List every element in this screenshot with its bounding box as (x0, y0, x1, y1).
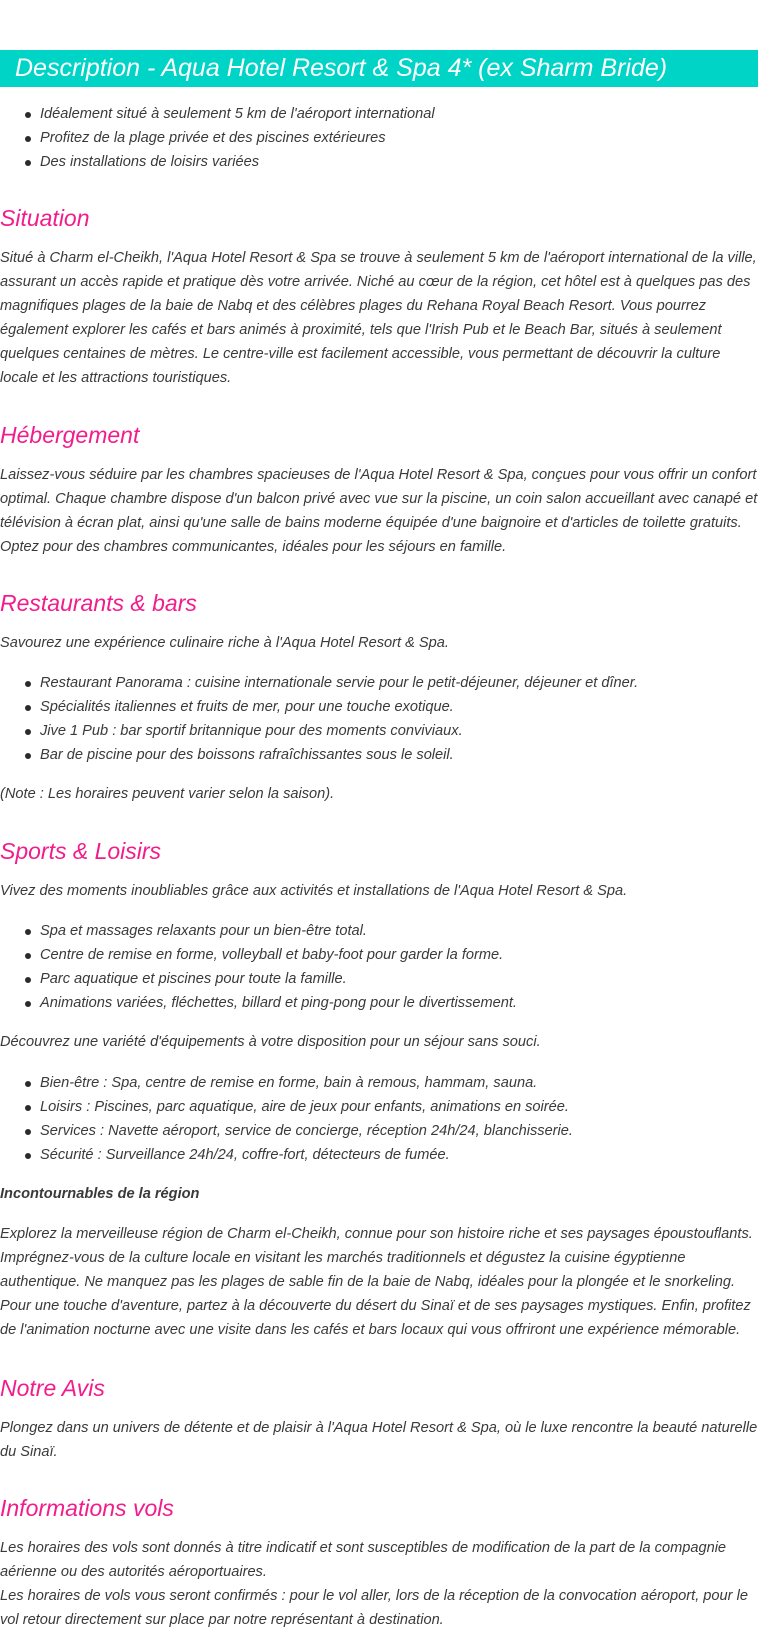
bullet-icon (25, 1081, 31, 1087)
bullet-icon (25, 705, 31, 711)
list-item: Spa et massages relaxants pour un bien-être total. (0, 919, 758, 943)
bullet-icon (25, 729, 31, 735)
bullet-icon (25, 681, 31, 687)
bullet-icon (25, 1001, 31, 1007)
list-item: Restaurant Panorama : cuisine internationale servie pour le petit-déjeuner, déjeuner et dîner. (0, 671, 758, 695)
bullet-icon (25, 160, 31, 166)
list-item: Parc aquatique et piscines pour toute la famille. (0, 967, 758, 991)
bullet-icon (25, 977, 31, 983)
vols-heading: Informations vols (0, 1495, 174, 1521)
list-item: Jive 1 Pub : bar sportif britannique pour des moments conviviaux. (0, 719, 758, 743)
bullet-icon (25, 136, 31, 142)
situation-heading: Situation (0, 205, 90, 231)
avis-heading: Notre Avis (0, 1375, 105, 1401)
bullet-icon (25, 929, 31, 935)
list-item: Animations variées, fléchettes, billard et ping-pong pour le divertissement. (0, 991, 758, 1015)
page-title: Description - Aqua Hotel Resort & Spa 4* (ex Sharm Bride) (0, 50, 758, 87)
situation-text: Situé à Charm el-Cheikh, l'Aqua Hotel Resort & Spa se trouve à seulement 5 km de l'aéroport international de la ville, assurant un accès rapide et pratique dès votre arrivée. Niché au cœur de la région, cet hôtel est à quelques pas des magnifiques plages de la baie de Nabq et des célèbres plages du Rehana Royal Beach Resort. Vous pourrez également explorer les cafés et bars animés à proximité, tels que l'Irish Pub et le Beach Bar, situés à seulement quelques centaines de mètres. Le centre-ville est facilement accessible, vous permettant de découvrir la culture locale et les attractions touristiques. (0, 250, 757, 386)
bullet-icon (25, 753, 31, 759)
list-item: Centre de remise en forme, volleyball et baby-foot pour garder la forme. (0, 943, 758, 967)
sports-list (0, 919, 758, 1015)
sports-heading: Sports & Loisirs (0, 838, 162, 864)
vols-text-1: Les horaires des vols sont donnés à titre indicatif et sont susceptibles de modification de la part de la compagnie aérienne ou des autorités aéroportuaires. (0, 1540, 727, 1580)
avis-text: Plongez dans un univers de détente et de plaisir à l'Aqua Hotel Resort & Spa, où le luxe rencontre la beauté naturelle du Sinaï. (0, 1420, 758, 1460)
equipment-intro: Découvrez une variété d'équipements à votre disposition pour un séjour sans souci. (0, 1034, 541, 1050)
list-item: Des installations de loisirs variées (0, 150, 758, 174)
must-see-heading: Incontournables de la région (0, 1186, 200, 1202)
must-see-text: Explorez la merveilleuse région de Charm el-Cheikh, connue pour son histoire riche et ses paysages époustouflants. Imprégnez-vous de la culture locale en visitant les marchés traditionnels et dégustez la cuisine égyptienne authentique. Ne manquez pas les plages de sable fin de la baie de Nabq, idéales pour la plongée et le snorkeling. Pour une touche d'aventure, partez à la découverte du désert du Sinaï et de ses paysages mystiques. Enfin, profitez de l'animation nocturne avec une visite dans les cafés et bars locaux qui vous offriront une expérience mémorable. (0, 1226, 753, 1338)
list-item: Bien-être : Spa, centre de remise en forme, bain à remous, hammam, sauna. (0, 1071, 758, 1095)
equipment-list (0, 1071, 758, 1167)
list-item: Loisirs : Piscines, parc aquatique, aire de jeux pour enfants, animations en soirée. (0, 1095, 758, 1119)
highlights-list (0, 102, 758, 174)
bullet-icon (25, 1129, 31, 1135)
bullet-icon (25, 1105, 31, 1111)
restaurants-heading: Restaurants & bars (0, 590, 197, 616)
bullet-icon (25, 112, 31, 118)
list-item: Sécurité : Surveillance 24h/24, coffre-fort, détecteurs de fumée. (0, 1143, 758, 1167)
vols-text-2: Les horaires de vols vous seront confirmés : pour le vol aller, lors de la réception de la convocation aéroport, pour le vol retour directement sur place par notre représentant à destination. (0, 1588, 748, 1628)
hebergement-text: Laissez-vous séduire par les chambres spacieuses de l'Aqua Hotel Resort & Spa, conçues pour vous offrir un confort optimal. Chaque chambre dispose d'un balcon privé avec vue sur la piscine, un coin salon accueillant avec canapé et télévision à écran plat, ainsi qu'une salle de bains moderne équipée d'une baignoire et d'articles de toilette gratuits. Optez pour des chambres communicantes, idéales pour les séjours en famille. (0, 467, 758, 555)
restaurants-intro: Savourez une expérience culinaire riche à l'Aqua Hotel Resort & Spa. (0, 635, 449, 651)
list-item: Bar de piscine pour des boissons rafraîchissantes sous le soleil. (0, 743, 758, 767)
restaurants-list (0, 671, 758, 767)
hebergement-heading: Hébergement (0, 422, 140, 448)
list-item: Idéalement situé à seulement 5 km de l'aéroport international (0, 102, 758, 126)
list-item: Services : Navette aéroport, service de concierge, réception 24h/24, blanchisserie. (0, 1119, 758, 1143)
list-item: Profitez de la plage privée et des piscines extérieures (0, 126, 758, 150)
sports-intro: Vivez des moments inoubliables grâce aux activités et installations de l'Aqua Hotel Resort & Spa. (0, 883, 628, 899)
bullet-icon (25, 953, 31, 959)
list-item: Spécialités italiennes et fruits de mer, pour une touche exotique. (0, 695, 758, 719)
bullet-icon (25, 1153, 31, 1159)
restaurants-note: (Note : Les horaires peuvent varier selon la saison). (0, 786, 335, 802)
